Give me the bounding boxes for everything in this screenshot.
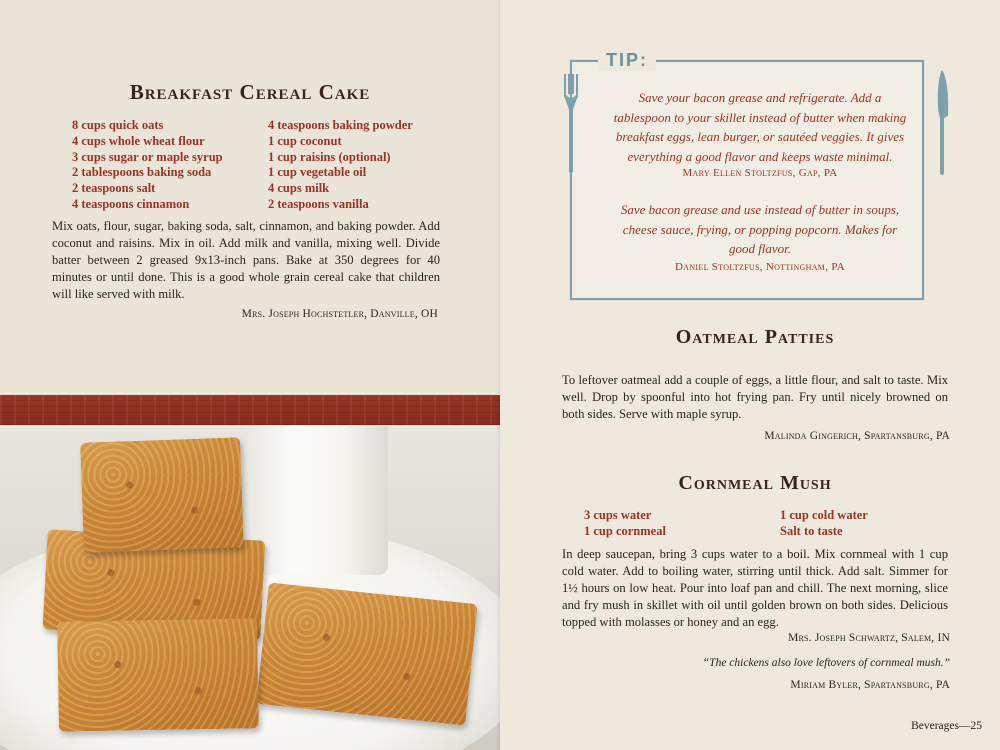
ingredient-list [584,508,976,540]
ingredient: 2 tablespoons baking soda [72,165,212,180]
quote-attribution: Miriam Byler, Spartansburg, PA [790,679,950,691]
photo-breakfast-cereal-cake [0,425,500,750]
knife-icon [934,70,950,176]
cake-bar-shape [256,582,478,725]
ingredient-grid [72,118,464,213]
ingredient: 1 cup cornmeal [584,523,666,538]
recipe-directions: To leftover oatmeal add a couple of eggs, a little flour, and salt to taste. Mix well. Drop by spoonful into hot frying pan. Fry until nicely browned on both sides. Serve with maple syrup. [562,373,948,421]
quote-text: “The chickens also love leftovers of cornmeal mush.” [702,657,950,669]
plaid-divider [0,395,500,425]
tip-attribution-1: Mary Ellen Stoltzfus, Gap, PA [682,167,838,179]
recipe-title: Breakfast Cereal Cake [129,80,371,104]
ingredient: 1 cup coconut [268,133,342,148]
ingredient: 4 cups whole wheat flour [72,133,205,148]
cake-bar-shape [80,437,244,553]
tip-text-1: Save your bacon grease and refrigerate. Add a tablespoon to your skillet instead of butter when making breakfast eggs, lean burger, or sautéed veggies. It gives everything a good flavor and keeps waste minimal. [613,90,907,164]
ingredient: 4 teaspoons baking powder [268,118,413,132]
recipe-directions: In deep saucepan, bring 3 cups water to a boil. Mix cornmeal with 1 cup cold water. Add to boiling water, stirring until thick. Add salt. Simmer for 1½ hours on low heat. Pour into loaf pan and chill. The next morning, slice and fry mush in skillet with oil until golden brown on both sides. Delicious topped with molasses or honey and an egg. [562,547,948,629]
tip-label: TIP: [598,50,656,71]
page-footer: Beverages—25 [911,720,982,732]
tip-text-2: Save bacon grease and use instead of butter in soups, cheese sauce, frying, or popping popcorn. Makes for good flavor. [620,202,900,256]
recipe-attribution: Mrs. Joseph Hochstetler, Danville, OH [241,308,438,320]
cake-bar-shape [57,618,259,731]
ingredient: 1 cup vegetable oil [268,165,367,180]
ingredient-list [72,118,464,213]
tip-attribution-2: Daniel Stoltzfus, Nottingham, PA [675,261,845,273]
ingredient-grid [584,508,976,540]
ingredient: 4 cups milk [268,181,330,196]
ingredient-column-2 [780,508,976,540]
right-page [500,0,1000,750]
ingredient: 2 teaspoons salt [72,181,156,196]
ingredient-column-2 [268,118,464,213]
recipe-title: Cornmeal Mush [678,472,832,494]
recipe-attribution: Malinda Gingerich, Spartansburg, PA [764,430,950,442]
ingredient: 1 cup raisins (optional) [268,149,391,164]
ingredient: 2 teaspoons vanilla [268,196,369,211]
ingredient-column-1 [72,118,268,213]
ingredient: 8 cups quick oats [72,118,164,132]
ingredient: 3 cups sugar or maple syrup [72,149,223,164]
ingredient: Salt to taste [780,523,843,538]
recipe-directions: Mix oats, flour, sugar, baking soda, salt, cinnamon, and baking powder. Add coconut and raisins. Mix in oil. Add milk and vanilla, mixing well. Divide batter between 2 greased 9x13-inch pans. Bake at 350 degrees for 40 minutes or until done. This is a good whole grain cereal cake that children will like served with milk. [52,219,440,301]
ingredient: 3 cups water [584,508,652,522]
ingredient-column-1 [584,508,780,540]
recipe-attribution: Mrs. Joseph Schwartz, Salem, IN [788,632,950,644]
ingredient: 4 teaspoons cinnamon [72,196,190,211]
ingredient: 1 cup cold water [780,508,868,522]
fork-icon [562,74,580,174]
recipe-title: Oatmeal Patties [675,326,835,348]
